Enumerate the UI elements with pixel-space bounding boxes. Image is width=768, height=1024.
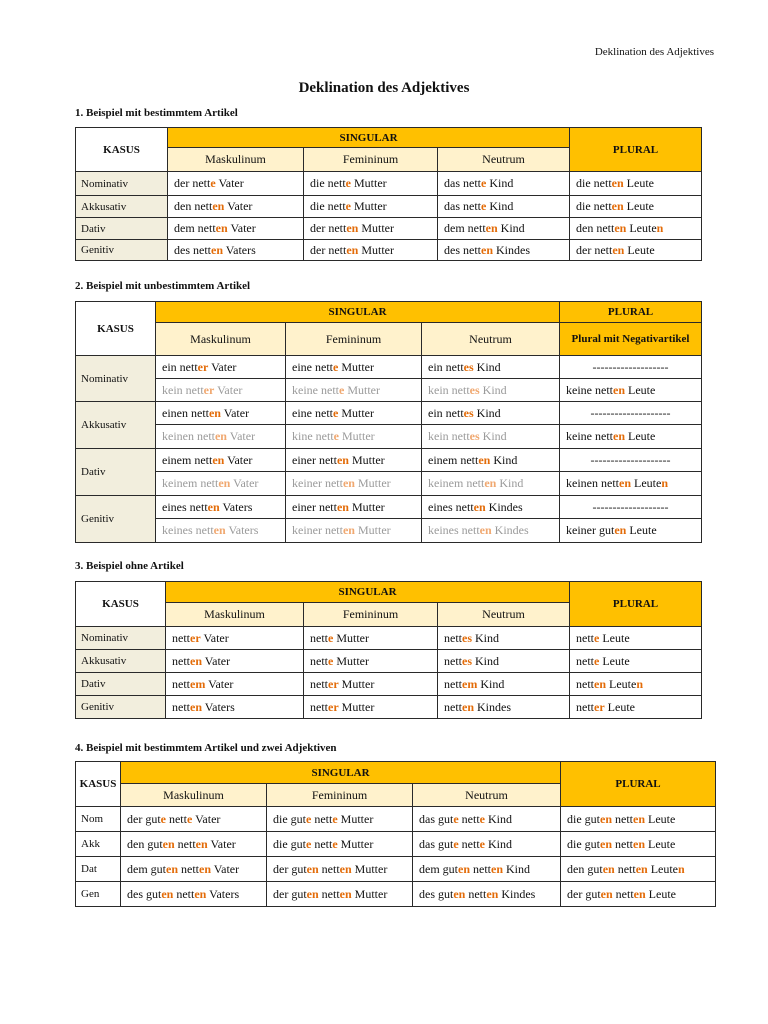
ending-highlight: em bbox=[190, 676, 206, 691]
ending-highlight: e bbox=[453, 836, 459, 851]
form-cell: nette Mutter bbox=[304, 650, 438, 673]
ending-highlight: en bbox=[484, 476, 497, 490]
form-cell: kein nettes Kind bbox=[422, 425, 560, 449]
ending-highlight: en bbox=[462, 699, 474, 714]
singular-header: SINGULAR bbox=[166, 582, 570, 603]
table-row bbox=[76, 857, 716, 882]
form-cell: einem netten Kind bbox=[422, 449, 560, 472]
ending-highlight: en bbox=[336, 499, 349, 514]
form-cell: eines netten Kindes bbox=[422, 496, 560, 519]
table-row bbox=[76, 496, 702, 519]
ending-highlight: en bbox=[339, 886, 352, 901]
table-row bbox=[76, 696, 702, 719]
kasus-header: KASUS bbox=[76, 762, 121, 807]
ending-highlight: e bbox=[160, 811, 166, 826]
form-cell: die guten netten Leute bbox=[561, 807, 716, 832]
ending-highlight: en bbox=[485, 221, 498, 235]
form-cell: einer netten Mutter bbox=[286, 449, 422, 472]
plural-header: PLURAL bbox=[560, 302, 702, 323]
form-cell: keiner guten Leute bbox=[560, 519, 702, 543]
form-cell: keinen netten Leuten bbox=[560, 472, 702, 496]
case-label: Genitiv bbox=[76, 496, 156, 543]
form-cell: die guten netten Leute bbox=[561, 832, 716, 857]
form-cell: die netten Leute bbox=[570, 196, 702, 218]
ending-highlight: en bbox=[633, 886, 646, 901]
case-label: Nominativ bbox=[76, 172, 168, 196]
case-label: Nom bbox=[76, 807, 121, 832]
ending-highlight: n bbox=[656, 221, 664, 235]
gender-maskulinum: Maskulinum bbox=[156, 323, 286, 356]
form-cell: nette Mutter bbox=[304, 627, 438, 650]
case-label: Akkusativ bbox=[76, 196, 168, 218]
ending-highlight: e bbox=[479, 836, 485, 851]
gender-femininum: Femininum bbox=[304, 148, 438, 172]
ending-highlight: es bbox=[469, 382, 480, 397]
table-row bbox=[76, 882, 716, 907]
gender-maskulinum: Maskulinum bbox=[166, 603, 304, 627]
ending-highlight: en bbox=[213, 523, 226, 537]
section-3-title: 3. Beispiel ohne Artikel bbox=[75, 560, 184, 572]
singular-header: SINGULAR bbox=[121, 762, 561, 784]
form-cell: keine nette Mutter bbox=[286, 379, 422, 402]
document-title: Deklination des Adjektives bbox=[298, 80, 470, 96]
form-cell: nette Leute bbox=[570, 650, 702, 673]
case-label: Nominativ bbox=[76, 356, 156, 402]
table-ohne-artikel bbox=[75, 581, 702, 719]
form-cell: des netten Kindes bbox=[438, 240, 570, 261]
form-cell: keine netten Leute bbox=[560, 425, 702, 449]
ending-highlight: e bbox=[479, 811, 485, 826]
case-label: Dativ bbox=[76, 673, 166, 696]
table-row bbox=[76, 402, 702, 425]
form-cell: keinem netten Kind bbox=[422, 472, 560, 496]
form-cell: kein nettes Kind bbox=[422, 379, 560, 402]
ending-highlight: en bbox=[208, 405, 221, 420]
case-label: Gen bbox=[76, 882, 121, 907]
section-4-title: 4. Beispiel mit bestimmtem Artikel und zwei Adjektiven bbox=[75, 742, 337, 754]
ending-highlight: es bbox=[463, 405, 474, 420]
form-cell: ein netter Vater bbox=[156, 356, 286, 379]
ending-highlight: e bbox=[594, 630, 600, 645]
form-cell: -------------------- bbox=[560, 402, 702, 425]
form-cell: nettes Kind bbox=[438, 627, 570, 650]
form-cell: die netten Leute bbox=[570, 172, 702, 196]
form-cell: den guten netten Leuten bbox=[561, 857, 716, 882]
ending-highlight: en bbox=[633, 836, 646, 851]
ending-highlight: n bbox=[661, 476, 669, 490]
ending-highlight: e bbox=[594, 653, 600, 668]
gender-maskulinum: Maskulinum bbox=[121, 784, 267, 807]
form-cell: -------------------- bbox=[560, 449, 702, 472]
table-unbestimmter-artikel bbox=[75, 301, 702, 543]
ending-highlight: n bbox=[636, 676, 644, 691]
form-cell: netter Vater bbox=[166, 627, 304, 650]
form-cell: keinen netten Vater bbox=[156, 425, 286, 449]
ending-highlight: en bbox=[194, 886, 207, 901]
form-cell: nettem Vater bbox=[166, 673, 304, 696]
form-cell: ein nettes Kind bbox=[422, 356, 560, 379]
ending-highlight: en bbox=[614, 221, 627, 235]
form-cell: das nette Kind bbox=[438, 196, 570, 218]
singular-header: SINGULAR bbox=[156, 302, 560, 323]
form-cell: der guten netten Mutter bbox=[267, 857, 413, 882]
form-cell: netter Mutter bbox=[304, 673, 438, 696]
kasus-header: KASUS bbox=[76, 302, 156, 356]
ending-highlight: er bbox=[594, 699, 605, 714]
table-row bbox=[76, 379, 702, 402]
form-cell: eines netten Vaters bbox=[156, 496, 286, 519]
form-cell: den netten Leuten bbox=[570, 218, 702, 240]
ending-highlight: e bbox=[332, 405, 339, 420]
form-cell: den netten Vater bbox=[168, 196, 304, 218]
form-cell: der netten Leute bbox=[570, 240, 702, 261]
form-cell: ein nettes Kind bbox=[422, 402, 560, 425]
ending-highlight: es bbox=[462, 630, 472, 645]
ending-highlight: en bbox=[215, 221, 228, 235]
form-cell: die nette Mutter bbox=[304, 172, 438, 196]
section-1-title: 1. Beispiel mit bestimmtem Artikel bbox=[75, 107, 238, 119]
ending-highlight: n bbox=[678, 861, 685, 876]
form-cell: netten Vaters bbox=[166, 696, 304, 719]
table-row bbox=[76, 425, 702, 449]
case-label: Akkusativ bbox=[76, 650, 166, 673]
ending-highlight: en bbox=[619, 476, 631, 490]
form-cell: dem netten Kind bbox=[438, 218, 570, 240]
ending-highlight: en bbox=[600, 811, 613, 826]
table-row bbox=[76, 650, 702, 673]
running-header: Deklination des Adjektives bbox=[594, 46, 714, 58]
gender-neutrum: Neutrum bbox=[438, 148, 570, 172]
ending-highlight: e bbox=[328, 630, 334, 645]
ending-highlight: en bbox=[166, 861, 178, 876]
ending-highlight: e bbox=[481, 176, 487, 190]
form-cell: keine netten Leute bbox=[560, 379, 702, 402]
ending-highlight: en bbox=[161, 886, 174, 901]
form-cell: der guten netten Mutter bbox=[267, 882, 413, 907]
table-row bbox=[76, 807, 716, 832]
table-row bbox=[76, 832, 716, 857]
form-cell: der netten Mutter bbox=[304, 240, 438, 261]
ending-highlight: en bbox=[306, 861, 319, 876]
ending-highlight: en bbox=[339, 861, 352, 876]
ending-highlight: e bbox=[338, 382, 345, 397]
form-cell: eine nette Mutter bbox=[286, 356, 422, 379]
form-cell: einer netten Mutter bbox=[286, 496, 422, 519]
singular-header: SINGULAR bbox=[168, 128, 570, 148]
ending-highlight: e bbox=[328, 653, 334, 668]
ending-highlight: en bbox=[190, 699, 202, 714]
ending-highlight: en bbox=[211, 242, 223, 257]
form-cell: nettes Kind bbox=[438, 650, 570, 673]
plural-negativ-header: Plural mit Negativartikel bbox=[560, 323, 702, 356]
table-zwei-adjektive bbox=[75, 761, 716, 907]
ending-highlight: e bbox=[332, 836, 338, 851]
gender-maskulinum: Maskulinum bbox=[168, 148, 304, 172]
table-row bbox=[76, 356, 702, 379]
ending-highlight: e bbox=[306, 836, 312, 851]
form-cell: einem netten Vater bbox=[156, 449, 286, 472]
ending-highlight: e bbox=[332, 811, 338, 826]
form-cell: nettem Kind bbox=[438, 673, 570, 696]
ending-highlight: en bbox=[613, 429, 625, 443]
ending-highlight: en bbox=[458, 861, 470, 876]
gender-neutrum: Neutrum bbox=[413, 784, 561, 807]
case-label: Dat bbox=[76, 857, 121, 882]
table-bestimmter-artikel bbox=[75, 127, 702, 261]
plural-header: PLURAL bbox=[561, 762, 716, 807]
ending-highlight: en bbox=[491, 861, 503, 876]
ending-highlight: e bbox=[210, 176, 216, 190]
ending-highlight: en bbox=[195, 836, 208, 851]
case-label: Akkusativ bbox=[76, 402, 156, 449]
table-row bbox=[76, 519, 702, 543]
form-cell: dem guten netten Vater bbox=[121, 857, 267, 882]
ending-highlight: en bbox=[199, 861, 211, 876]
ending-highlight: en bbox=[218, 476, 231, 490]
ending-highlight: e bbox=[186, 811, 193, 826]
form-cell: ------------------- bbox=[560, 496, 702, 519]
ending-highlight: en bbox=[214, 429, 227, 443]
form-cell: der nette Vater bbox=[168, 172, 304, 196]
form-cell: das nette Kind bbox=[438, 172, 570, 196]
form-cell: dem netten Vater bbox=[168, 218, 304, 240]
table-row bbox=[76, 240, 702, 261]
table-row bbox=[76, 449, 702, 472]
form-cell: der gute nette Vater bbox=[121, 807, 267, 832]
ending-highlight: en bbox=[486, 886, 499, 901]
ending-highlight: en bbox=[602, 861, 615, 876]
form-cell: des guten netten Vaters bbox=[121, 882, 267, 907]
gender-femininum: Femininum bbox=[267, 784, 413, 807]
form-cell: das gute nette Kind bbox=[413, 807, 561, 832]
ending-highlight: en bbox=[336, 452, 349, 467]
plural-header: PLURAL bbox=[570, 582, 702, 627]
form-cell: kein netter Vater bbox=[156, 379, 286, 402]
ending-highlight: en bbox=[479, 523, 492, 537]
kasus-header: KASUS bbox=[76, 582, 166, 627]
form-cell: das gute nette Kind bbox=[413, 832, 561, 857]
form-cell: keinem netten Vater bbox=[156, 472, 286, 496]
ending-highlight: en bbox=[611, 199, 624, 213]
form-cell: keiner netten Mutter bbox=[286, 472, 422, 496]
table-row bbox=[76, 172, 702, 196]
case-label: Genitiv bbox=[76, 240, 168, 261]
case-label: Nominativ bbox=[76, 627, 166, 650]
form-cell: dem guten netten Kind bbox=[413, 857, 561, 882]
form-cell: keines netten Vaters bbox=[156, 519, 286, 543]
form-cell: die nette Mutter bbox=[304, 196, 438, 218]
gender-femininum: Femininum bbox=[286, 323, 422, 356]
gender-neutrum: Neutrum bbox=[422, 323, 560, 356]
form-cell: ------------------- bbox=[560, 356, 702, 379]
ending-highlight: en bbox=[162, 836, 175, 851]
ending-highlight: en bbox=[342, 476, 355, 490]
plural-header: PLURAL bbox=[570, 128, 702, 172]
table-row bbox=[76, 472, 702, 496]
case-label: Akk bbox=[76, 832, 121, 857]
form-cell: netter Leute bbox=[570, 696, 702, 719]
form-cell: keines netten Kindes bbox=[422, 519, 560, 543]
ending-highlight: e bbox=[333, 429, 339, 443]
case-label: Genitiv bbox=[76, 696, 166, 719]
form-cell: nette Leute bbox=[570, 627, 702, 650]
ending-highlight: es bbox=[463, 359, 474, 374]
ending-highlight: en bbox=[473, 499, 486, 514]
ending-highlight: en bbox=[635, 861, 648, 876]
ending-highlight: en bbox=[611, 176, 624, 190]
ending-highlight: er bbox=[328, 699, 339, 714]
form-cell: die gute nette Mutter bbox=[267, 832, 413, 857]
table-row bbox=[76, 673, 702, 696]
kasus-header: KASUS bbox=[76, 128, 168, 172]
ending-highlight: en bbox=[594, 676, 607, 691]
section-2-title: 2. Beispiel mit unbestimmtem Artikel bbox=[75, 280, 251, 292]
case-label: Dativ bbox=[76, 218, 168, 240]
ending-highlight: en bbox=[346, 221, 359, 235]
ending-highlight: e bbox=[332, 359, 339, 374]
table-row bbox=[76, 627, 702, 650]
form-cell: netten Leuten bbox=[570, 673, 702, 696]
ending-highlight: en bbox=[478, 452, 491, 467]
ending-highlight: en bbox=[207, 499, 220, 514]
form-cell: keiner netten Mutter bbox=[286, 519, 422, 543]
ending-highlight: en bbox=[342, 523, 355, 537]
ending-highlight: em bbox=[462, 676, 478, 691]
ending-highlight: er bbox=[328, 676, 339, 691]
ending-highlight: en bbox=[346, 242, 359, 257]
ending-highlight: e bbox=[306, 811, 312, 826]
ending-highlight: en bbox=[600, 836, 613, 851]
form-cell: eine nette Mutter bbox=[286, 402, 422, 425]
form-cell: netten Kindes bbox=[438, 696, 570, 719]
gender-neutrum: Neutrum bbox=[438, 603, 570, 627]
form-cell: der netten Mutter bbox=[304, 218, 438, 240]
ending-highlight: en bbox=[306, 886, 319, 901]
table-row bbox=[76, 196, 702, 218]
ending-highlight: e bbox=[481, 199, 487, 213]
ending-highlight: en bbox=[612, 242, 625, 257]
ending-highlight: en bbox=[212, 452, 225, 467]
form-cell: des netten Vaters bbox=[168, 240, 304, 261]
form-cell: der guten netten Leute bbox=[561, 882, 716, 907]
ending-highlight: en bbox=[614, 523, 627, 537]
ending-highlight: en bbox=[481, 242, 493, 257]
ending-highlight: er bbox=[203, 382, 215, 397]
ending-highlight: e bbox=[345, 199, 351, 213]
gender-femininum: Femininum bbox=[304, 603, 438, 627]
ending-highlight: er bbox=[197, 359, 209, 374]
ending-highlight: e bbox=[453, 811, 459, 826]
case-label: Dativ bbox=[76, 449, 156, 496]
ending-highlight: en bbox=[212, 199, 225, 213]
form-cell: die gute nette Mutter bbox=[267, 807, 413, 832]
form-cell: einen netten Vater bbox=[156, 402, 286, 425]
table-row bbox=[76, 218, 702, 240]
form-cell: netter Mutter bbox=[304, 696, 438, 719]
form-cell: kine nette Mutter bbox=[286, 425, 422, 449]
ending-highlight: en bbox=[190, 653, 202, 668]
ending-highlight: en bbox=[600, 886, 613, 901]
ending-highlight: er bbox=[190, 630, 201, 645]
ending-highlight: es bbox=[469, 429, 480, 443]
ending-highlight: en bbox=[613, 382, 625, 397]
ending-highlight: en bbox=[633, 811, 646, 826]
form-cell: den guten netten Vater bbox=[121, 832, 267, 857]
form-cell: netten Vater bbox=[166, 650, 304, 673]
ending-highlight: es bbox=[462, 653, 472, 668]
ending-highlight: en bbox=[453, 886, 466, 901]
ending-highlight: e bbox=[345, 176, 351, 190]
form-cell: des guten netten Kindes bbox=[413, 882, 561, 907]
